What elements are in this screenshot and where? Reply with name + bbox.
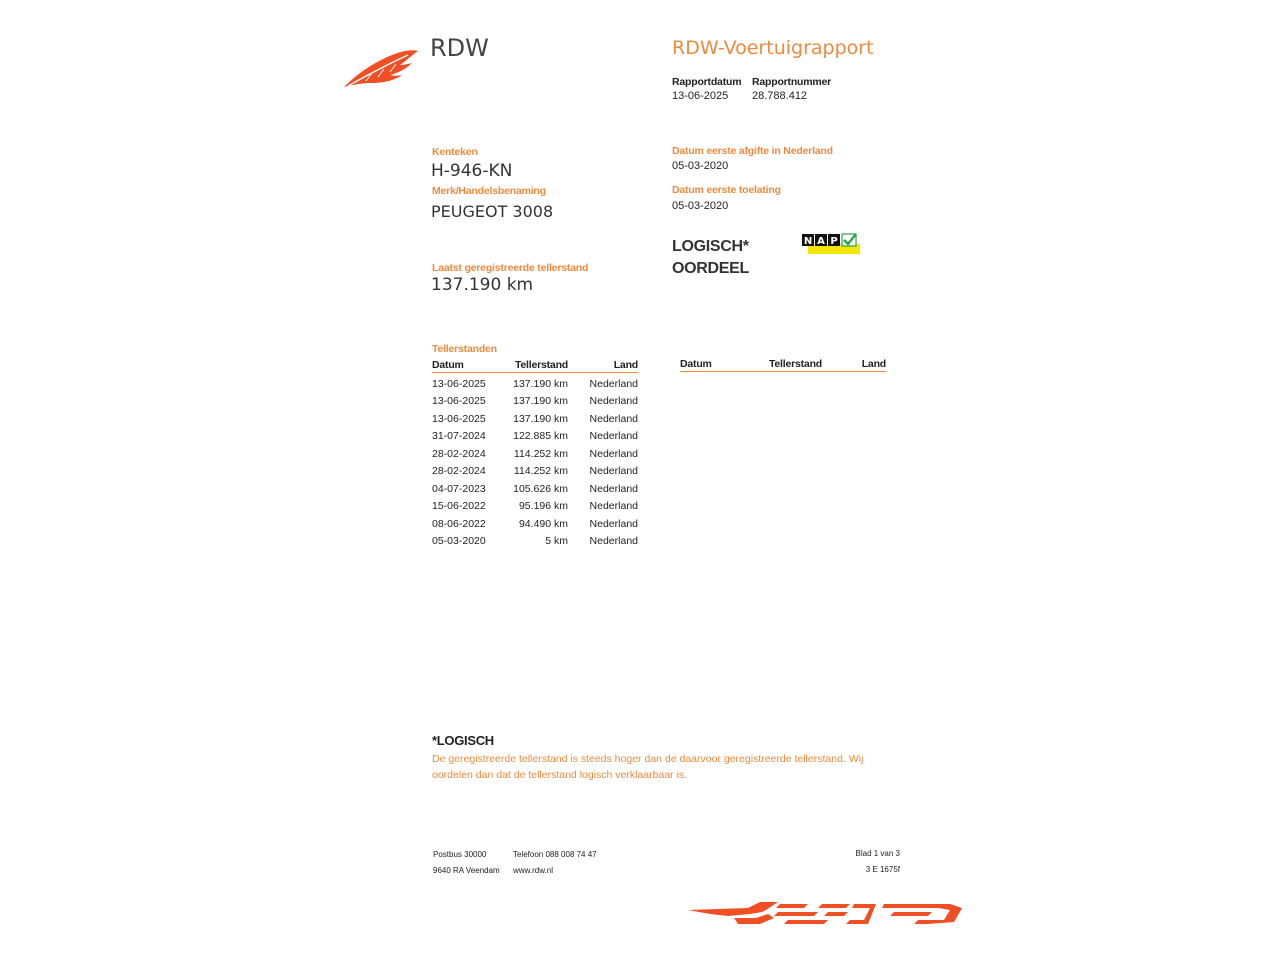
last-odometer-label: Laatst geregistreerde tellerstand <box>432 262 589 274</box>
report-number-value: 28.788.412 <box>752 90 808 102</box>
kenteken-label: Kenteken <box>432 146 478 158</box>
last-odometer-value: 137.190 km <box>431 275 534 295</box>
col-header-tellerstand-right: Tellerstand <box>768 358 822 370</box>
footer-city: 9640 RA Veendam <box>433 866 500 875</box>
footer-postbus: Postbus 30000 <box>433 850 487 859</box>
verdict-line-2: OORDEEL <box>672 260 750 277</box>
footer-document-code: 3 E 1675f <box>865 865 900 874</box>
row-tellerstand: 5 km <box>545 535 568 548</box>
odometer-table-row <box>432 533 638 551</box>
odometer-table-header <box>432 357 638 373</box>
merk-value: PEUGEOT 3008 <box>431 202 554 221</box>
report-number-label: Rapportnummer <box>752 76 832 88</box>
row-tellerstand: 94.490 km <box>518 517 568 530</box>
col-header-datum-right: Datum <box>680 358 712 370</box>
first-issue-label: Datum eerste afgifte in Nederland <box>672 145 833 157</box>
col-header-land: Land <box>613 359 638 371</box>
row-tellerstand: 137.190 km <box>513 395 568 408</box>
report-date-label: Rapportdatum <box>672 76 742 88</box>
merk-label: Merk/Handelsbenaming <box>432 185 546 197</box>
kenteken-value: H-946-KN <box>431 161 513 181</box>
row-datum: 04-07-2023 <box>432 482 486 495</box>
row-datum: 13-06-2025 <box>432 377 486 390</box>
odometer-table-right-header <box>680 356 886 372</box>
odometer-table-row <box>432 393 638 411</box>
rdw-stripes-decoration-icon <box>688 900 966 928</box>
row-datum: 31-07-2024 <box>432 430 486 443</box>
footnote-title: *LOGISCH <box>432 733 494 748</box>
row-datum: 28-02-2024 <box>432 465 486 478</box>
row-datum: 05-03-2020 <box>432 535 486 548</box>
first-admission-label: Datum eerste toelating <box>672 184 781 196</box>
row-land: Nederland <box>589 465 638 478</box>
footer-website-link[interactable]: www.rdw.nl <box>513 866 554 875</box>
col-header-tellerstand: Tellerstand <box>514 359 568 371</box>
odometer-table-row <box>432 463 638 481</box>
row-tellerstand: 95.196 km <box>518 500 568 513</box>
odometer-history-title: Tellerstanden <box>432 343 497 355</box>
footer-phone: Telefoon 088 008 74 47 <box>513 850 597 859</box>
nap-letter-n: N <box>803 236 813 247</box>
row-tellerstand: 114.252 km <box>513 465 568 478</box>
row-tellerstand: 137.190 km <box>513 377 568 390</box>
row-datum: 13-06-2025 <box>432 412 486 425</box>
row-land: Nederland <box>589 500 638 513</box>
row-datum: 08-06-2022 <box>432 517 486 530</box>
odometer-table <box>432 357 638 550</box>
row-land: Nederland <box>589 517 638 530</box>
row-land: Nederland <box>589 412 638 425</box>
row-tellerstand: 137.190 km <box>513 412 568 425</box>
row-datum: 15-06-2022 <box>432 500 486 513</box>
first-issue-value: 05-03-2020 <box>672 160 729 172</box>
verdict-block <box>672 236 749 280</box>
col-header-datum: Datum <box>432 359 464 371</box>
report-date-value: 13-06-2025 <box>672 90 729 102</box>
brand-name: RDW <box>430 34 489 62</box>
row-tellerstand: 114.252 km <box>513 447 568 460</box>
verdict-line-1: LOGISCH* <box>672 238 749 255</box>
row-tellerstand: 105.626 km <box>513 482 568 495</box>
row-datum: 28-02-2024 <box>432 447 486 460</box>
row-land: Nederland <box>589 447 638 460</box>
odometer-table-row <box>432 410 638 428</box>
row-land: Nederland <box>589 482 638 495</box>
row-land: Nederland <box>589 377 638 390</box>
footnote-text: De geregistreerde tellerstand is steeds hoger dan de daarvoor geregistreerde tellerstand. Wij oordelen dan dat de tellerstand logisch verklaarbaar is. <box>432 753 864 781</box>
odometer-table-row <box>432 428 638 446</box>
nap-letter-p: P <box>830 236 838 247</box>
report-title: RDW-Voertuigrapport <box>672 37 874 59</box>
odometer-table-row <box>432 515 638 533</box>
row-land: Nederland <box>589 535 638 548</box>
col-header-land-right: Land <box>861 358 886 370</box>
odometer-table-right <box>680 356 886 372</box>
row-land: Nederland <box>589 395 638 408</box>
nap-logo-icon <box>802 232 860 254</box>
row-land: Nederland <box>589 430 638 443</box>
row-tellerstand: 122.885 km <box>513 430 568 443</box>
odometer-table-row <box>432 480 638 498</box>
footer-page-number: Blad 1 van 3 <box>855 849 900 858</box>
row-datum: 13-06-2025 <box>432 395 486 408</box>
nap-letter-a: A <box>817 236 825 247</box>
odometer-table-row <box>432 375 638 393</box>
odometer-table-body <box>432 373 638 550</box>
odometer-table-row <box>432 445 638 463</box>
odometer-table-row <box>432 498 638 516</box>
rdw-feather-logo-icon <box>342 45 422 89</box>
first-admission-value: 05-03-2020 <box>672 200 729 212</box>
